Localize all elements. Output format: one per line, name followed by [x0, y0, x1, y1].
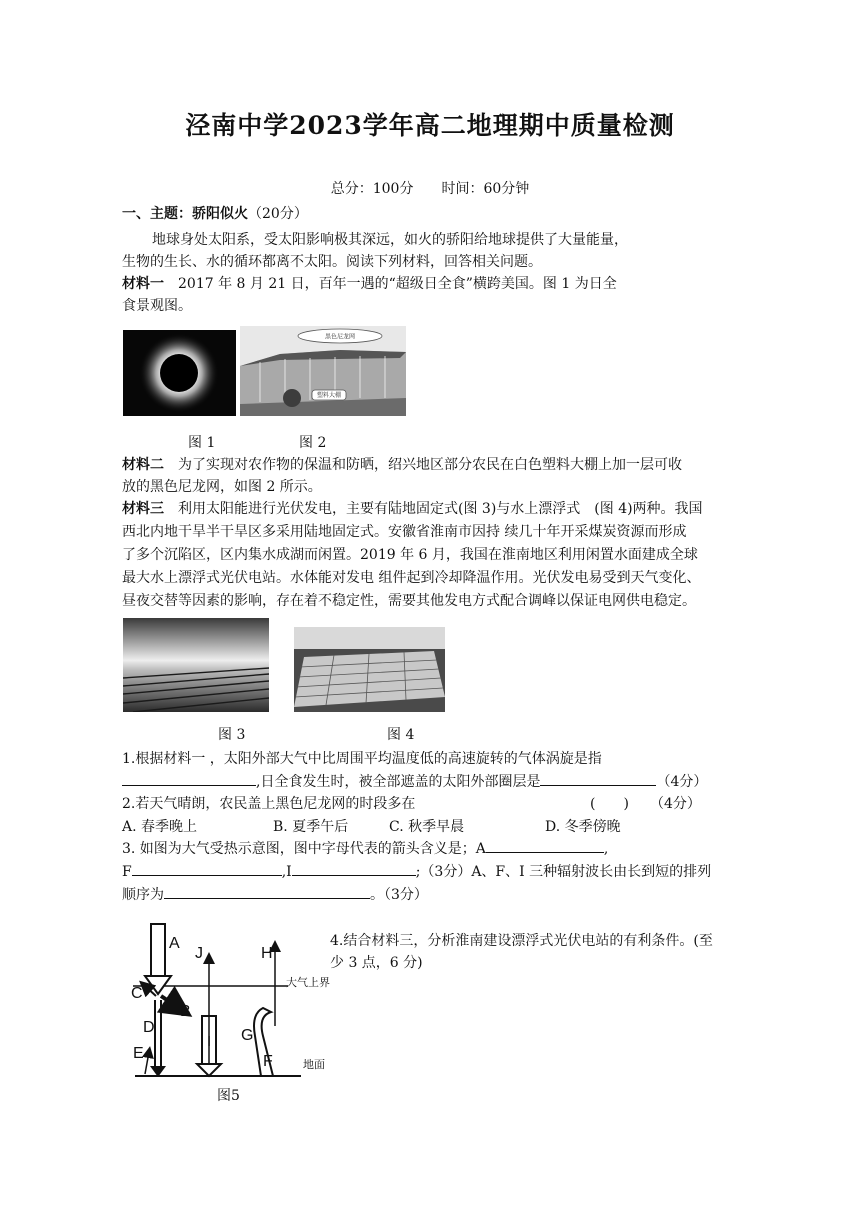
material1-line-2: 食景观图。 — [122, 298, 192, 314]
q2-option-b: B. 夏季午后 — [273, 819, 349, 835]
label-c: C — [131, 985, 143, 1002]
figure-1-eclipse-image — [123, 330, 236, 416]
q3-blank-i — [292, 861, 416, 876]
material3-line-5: 昼夜交替等因素的影响，存在着不稳定性，需要其他发电方式配合调峰以保证电网供电稳定。 — [122, 593, 696, 609]
q3-blank-f — [132, 861, 282, 876]
question-4-line-2: 少 3 点，6 分) — [330, 955, 423, 971]
question-3-line-1: 3. 如图为大气受热示意图，图中字母代表的箭头含义是；A , — [122, 836, 608, 862]
question-2-stem: 2.若天气晴朗，农民盖上黑色尼龙网的时段多在 — [122, 796, 416, 812]
figure-3-land-solar-image — [123, 618, 269, 712]
material3-line-3: 了多个沉陷区，区内集水成湖而闲置。2019 年 6 月，我国在淮南地区利用闲置水面建成全球 — [122, 547, 698, 563]
q2-option-c: C. 秋季早晨 — [389, 819, 465, 835]
figure-5-atmosphere-heating-diagram — [123, 916, 338, 1082]
intro-line-2: 生物的生长、水的循环都离不太阳。阅读下列材料，回答相关问题。 — [122, 254, 542, 270]
section-heading: 一、主题：骄阳似火（20分） — [122, 206, 308, 222]
material1-line-1: 材料一 2017 年 8 月 21 日，百年一遇的“超级日全食”横跨美国。图 1 为日全 — [122, 276, 617, 292]
caption-figure-1: 图 1 — [188, 435, 216, 451]
q2-option-d: D. 冬季傍晚 — [545, 819, 621, 835]
page-title: 泾南中学2023学年高二地理期中质量检测 — [185, 111, 675, 140]
label-atmosphere-top: 大气上界 — [286, 977, 330, 989]
q1-blank-1 — [122, 771, 256, 786]
label-d: D — [143, 1019, 155, 1036]
label-g: G — [241, 1027, 254, 1044]
label-b: B — [180, 1003, 191, 1020]
q3-blank-order — [164, 884, 370, 899]
question-1-line-2: ,日全食发生时，被全部遮盖的太阳外部圈层是 （4分） — [122, 769, 707, 795]
label-f: F — [263, 1053, 273, 1070]
q1-blank-2 — [540, 771, 656, 786]
exam-meta — [0, 178, 860, 198]
arrow-a — [151, 924, 165, 979]
label-ground: 地面 — [303, 1059, 325, 1071]
caption-figure-2: 图 2 — [299, 435, 327, 451]
label-i: I — [207, 1033, 212, 1050]
label-a: A — [169, 935, 180, 952]
intro-line-1: 地球身处太阳系，受太阳影响极其深远，如火的骄阳给地球提供了大量能量， — [152, 232, 628, 248]
question-2-score: （4分） — [650, 796, 701, 812]
question-3-line-2: F ,I ;（3分）A、F、I 三种辐射波长由长到短的排列 — [122, 859, 711, 885]
figure-2-greenhouse-image — [240, 326, 406, 416]
time-limit: 时间：60分钟 — [441, 181, 530, 197]
caption-figure-3: 图 3 — [218, 727, 246, 743]
question-3-line-3: 顺序为 。（3分） — [122, 882, 428, 908]
material2-line-1: 材料二 为了实现对农作物的保温和防晒，绍兴地区部分农民在白色塑料大棚上加一层可收 — [122, 457, 682, 473]
fig2-label-net: 黑色尼龙网 — [324, 333, 356, 341]
q3-blank-a — [486, 838, 604, 853]
arrow-e — [145, 1052, 149, 1074]
question-4-line-1: 4.结合材料三，分析淮南建设漂浮式光伏电站的有利条件。(至 — [330, 933, 713, 949]
total-score: 总分：100分 — [330, 181, 414, 197]
material2-line-2: 放的黑色尼龙网，如图 2 所示。 — [122, 479, 322, 495]
material3-line-4: 最大水上漂浮式光伏电站。水体能对发电 组件起到冷却降温作用。光伏发电易受到天气变化、 — [122, 570, 701, 586]
arrow-b — [161, 996, 179, 1008]
material3-line-1: 材料三 利用太阳能进行光伏发电，主要有陆地固定式(图 3)与水上漂浮式 (图 4)两种。我国 — [122, 501, 703, 517]
figure-4-floating-solar-image — [294, 627, 445, 712]
label-h: H — [261, 945, 273, 962]
question-1-line-1: 1.根据材料一 ，太阳外部大气中比周围平均温度低的高速旋转的气体涡旋是指 — [122, 751, 602, 767]
material3-line-2: 西北内地干旱半干旱区多采用陆地固定式。安徽省淮南市因持 续几十年开采煤炭资源而形成 — [122, 524, 687, 540]
label-e: E — [133, 1045, 144, 1062]
q2-option-a: A. 春季晚上 — [122, 819, 198, 835]
caption-figure-5: 图5 — [217, 1088, 240, 1104]
caption-figure-4: 图 4 — [387, 727, 415, 743]
fig2-label-greenhouse: 塑料大棚 — [316, 392, 342, 399]
question-2-answer-paren: ( ) — [590, 796, 629, 812]
label-j: J — [195, 945, 203, 962]
